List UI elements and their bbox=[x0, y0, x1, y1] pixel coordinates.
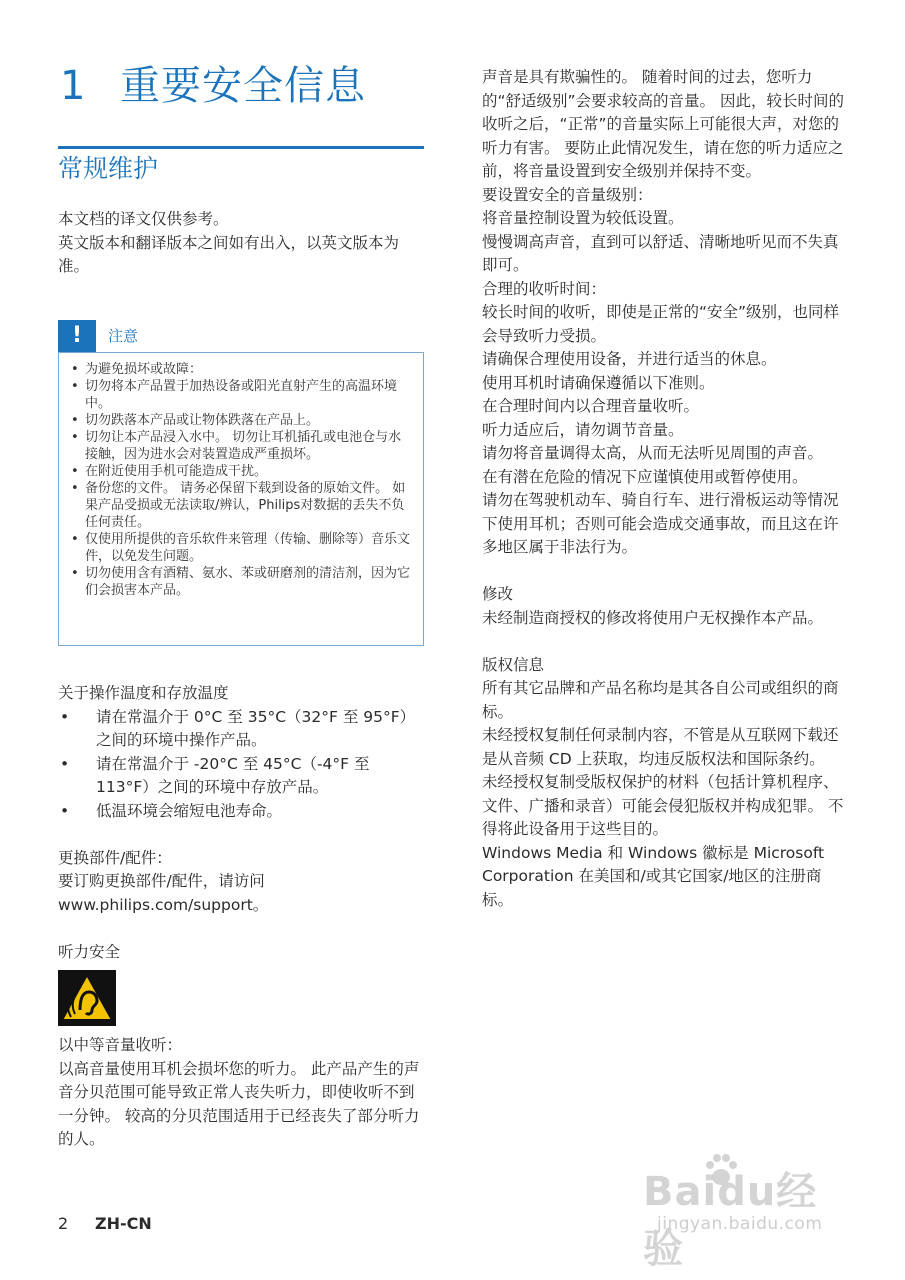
notice-box bbox=[58, 352, 424, 646]
baidu-watermark bbox=[643, 1150, 853, 1272]
copyright-para: 未经授权复制任何录制内容，不管是从互联网下载还是从音频 CD 上获取，均违反版权法和国际条约。 bbox=[482, 726, 839, 768]
right-para: 请确保合理使用设备，并进行适当的休息。 bbox=[482, 350, 777, 368]
temperature-item: • 请在常温介于 -20°C 至 45°C（-4°F 至 113°F）之间的环境中存放产品。 bbox=[58, 753, 424, 800]
right-body bbox=[482, 66, 850, 912]
intro-text bbox=[58, 208, 424, 279]
watermark-site: jingyan.baidu.com bbox=[657, 1214, 823, 1234]
right-para: 请勿将音量调得太高，从而无法听见周围的声音。 bbox=[482, 444, 824, 462]
notice-item: • 在附近使用手机可能造成干扰。 bbox=[69, 463, 413, 480]
chapter-number: 1 bbox=[60, 63, 87, 109]
moderate-heading: 以中等音量收听： bbox=[58, 1036, 183, 1054]
temperature-item: • 请在常温介于 0°C 至 35°C（32°F 至 95°F）之间的环境中操作产品。 bbox=[58, 706, 424, 753]
left-body bbox=[58, 682, 424, 1152]
notice-item: • 切勿让本产品浸入水中。 切勿让耳机插孔或电池仓与水接触，因为进水会对装置造成严重损坏。 bbox=[69, 429, 413, 463]
right-para: 听力适应后，请勿调节音量。 bbox=[482, 420, 684, 439]
hearing-heading: 听力安全 bbox=[58, 942, 121, 961]
right-para: 慢慢调高声音，直到可以舒适、清晰地听见而不失真即可。 bbox=[482, 232, 839, 274]
notice-item: • 切勿跌落本产品或让物体跌落在产品上。 bbox=[69, 412, 413, 429]
copyright-heading: 版权信息 bbox=[482, 655, 545, 674]
temperature-heading: 关于操作温度和存放温度 bbox=[58, 684, 229, 702]
language-code: ZH-CN bbox=[95, 1214, 152, 1233]
watermark-brand: Baidu经验 bbox=[643, 1169, 818, 1272]
section-title: 常规维护 bbox=[58, 154, 159, 183]
intro-line: 英文版本和翻译版本之间如有出入，以英文版本为准。 bbox=[58, 233, 400, 275]
parts-heading: 更换部件/配件： bbox=[58, 848, 172, 867]
intro-line: 本文档的译文仅供参考。 bbox=[58, 210, 229, 228]
right-para: 合理的收听时间： bbox=[482, 279, 607, 298]
copyright-para: 未经授权复制受版权保护的材料（包括计算机程序、文件、广播和录音）可能会侵犯版权并构成犯罪。 不得将此设备用于这些目的。 bbox=[482, 773, 844, 838]
right-para: 声音是具有欺骗性的。 随着时间的过去，您听力的“舒适级别”会要求较高的音量。 因此，较长时间的收听之后，“正常”的音量实际上可能很大声，对您的听力有害。 要防止此情况发生，请在您的听力适应之前，将音量设置到安全级别并保持不变。 bbox=[482, 68, 844, 180]
notice-item: • 为避免损坏或故障： bbox=[69, 361, 413, 378]
modification-heading: 修改 bbox=[482, 585, 514, 603]
notice-item: • 切勿使用含有酒精、氨水、苯或研磨剂的清洁剂，因为它们会损害本产品。 bbox=[69, 565, 413, 599]
notice-item: • 仅使用所提供的音乐软件来管理（传输、删除等）音乐文件，以免发生问题。 bbox=[69, 531, 413, 565]
temperature-list bbox=[58, 706, 424, 824]
moderate-text: 以高音量使用耳机会损坏您的听力。 此产品产生的声音分贝范围可能导致正常人丧失听力，即使收听不到一分钟。 较高的分贝范围适用于已经丧失了部分听力的人。 bbox=[58, 1059, 420, 1148]
hearing-warning-icon bbox=[58, 970, 116, 1026]
right-para: 在有潜在危险的情况下应谨慎使用或暂停使用。 bbox=[482, 467, 808, 486]
notice-label: 注意 bbox=[108, 327, 139, 345]
chapter-title bbox=[60, 56, 430, 116]
notice-list bbox=[69, 361, 413, 599]
notice-item: • 备份您的文件。 请务必保留下载到设备的原始文件。 如果产品受损或无法读取/辨认，Philips对数据的丢失不负任何责任。 bbox=[69, 480, 413, 531]
right-para: 要设置安全的音量级别： bbox=[482, 185, 653, 204]
modification-text: 未经制造商授权的修改将使用户无权操作本产品。 bbox=[482, 608, 824, 627]
parts-text: 要订购更换部件/配件，请访问 www.philips.com/support。 bbox=[58, 872, 269, 914]
right-para: 使用耳机时请确保遵循以下准则。 bbox=[482, 373, 715, 392]
page-number: 2 bbox=[58, 1214, 69, 1233]
right-para: 将音量控制设置为较低设置。 bbox=[482, 209, 684, 227]
section-rule bbox=[58, 146, 424, 149]
copyright-para: 所有其它品牌和产品名称均是其各自公司或组织的商标。 bbox=[482, 679, 839, 721]
notice-item: • 切勿将本产品置于加热设备或阳光直射产生的高温环境中。 bbox=[69, 378, 413, 412]
right-para: 较长时间的收听，即使是正常的“安全”级别，也同样会导致听力受损。 bbox=[482, 303, 840, 345]
right-para: 请勿在驾驶机动车、骑自行车、进行滑板运动等情况下使用耳机；否则可能会造成交通事故，而且这在许多地区属于非法行为。 bbox=[482, 491, 839, 556]
chapter-title-text: 重要安全信息 bbox=[120, 63, 366, 109]
right-para: 在合理时间内以合理音量收听。 bbox=[482, 397, 700, 415]
temperature-item: • 低温环境会缩短电池寿命。 bbox=[58, 800, 424, 824]
copyright-para: Windows Media 和 Windows 徽标是 Microsoft Corporation 在美国和/或其它国家/地区的注册商标。 bbox=[482, 843, 825, 909]
exclamation-icon: ! bbox=[58, 320, 96, 352]
